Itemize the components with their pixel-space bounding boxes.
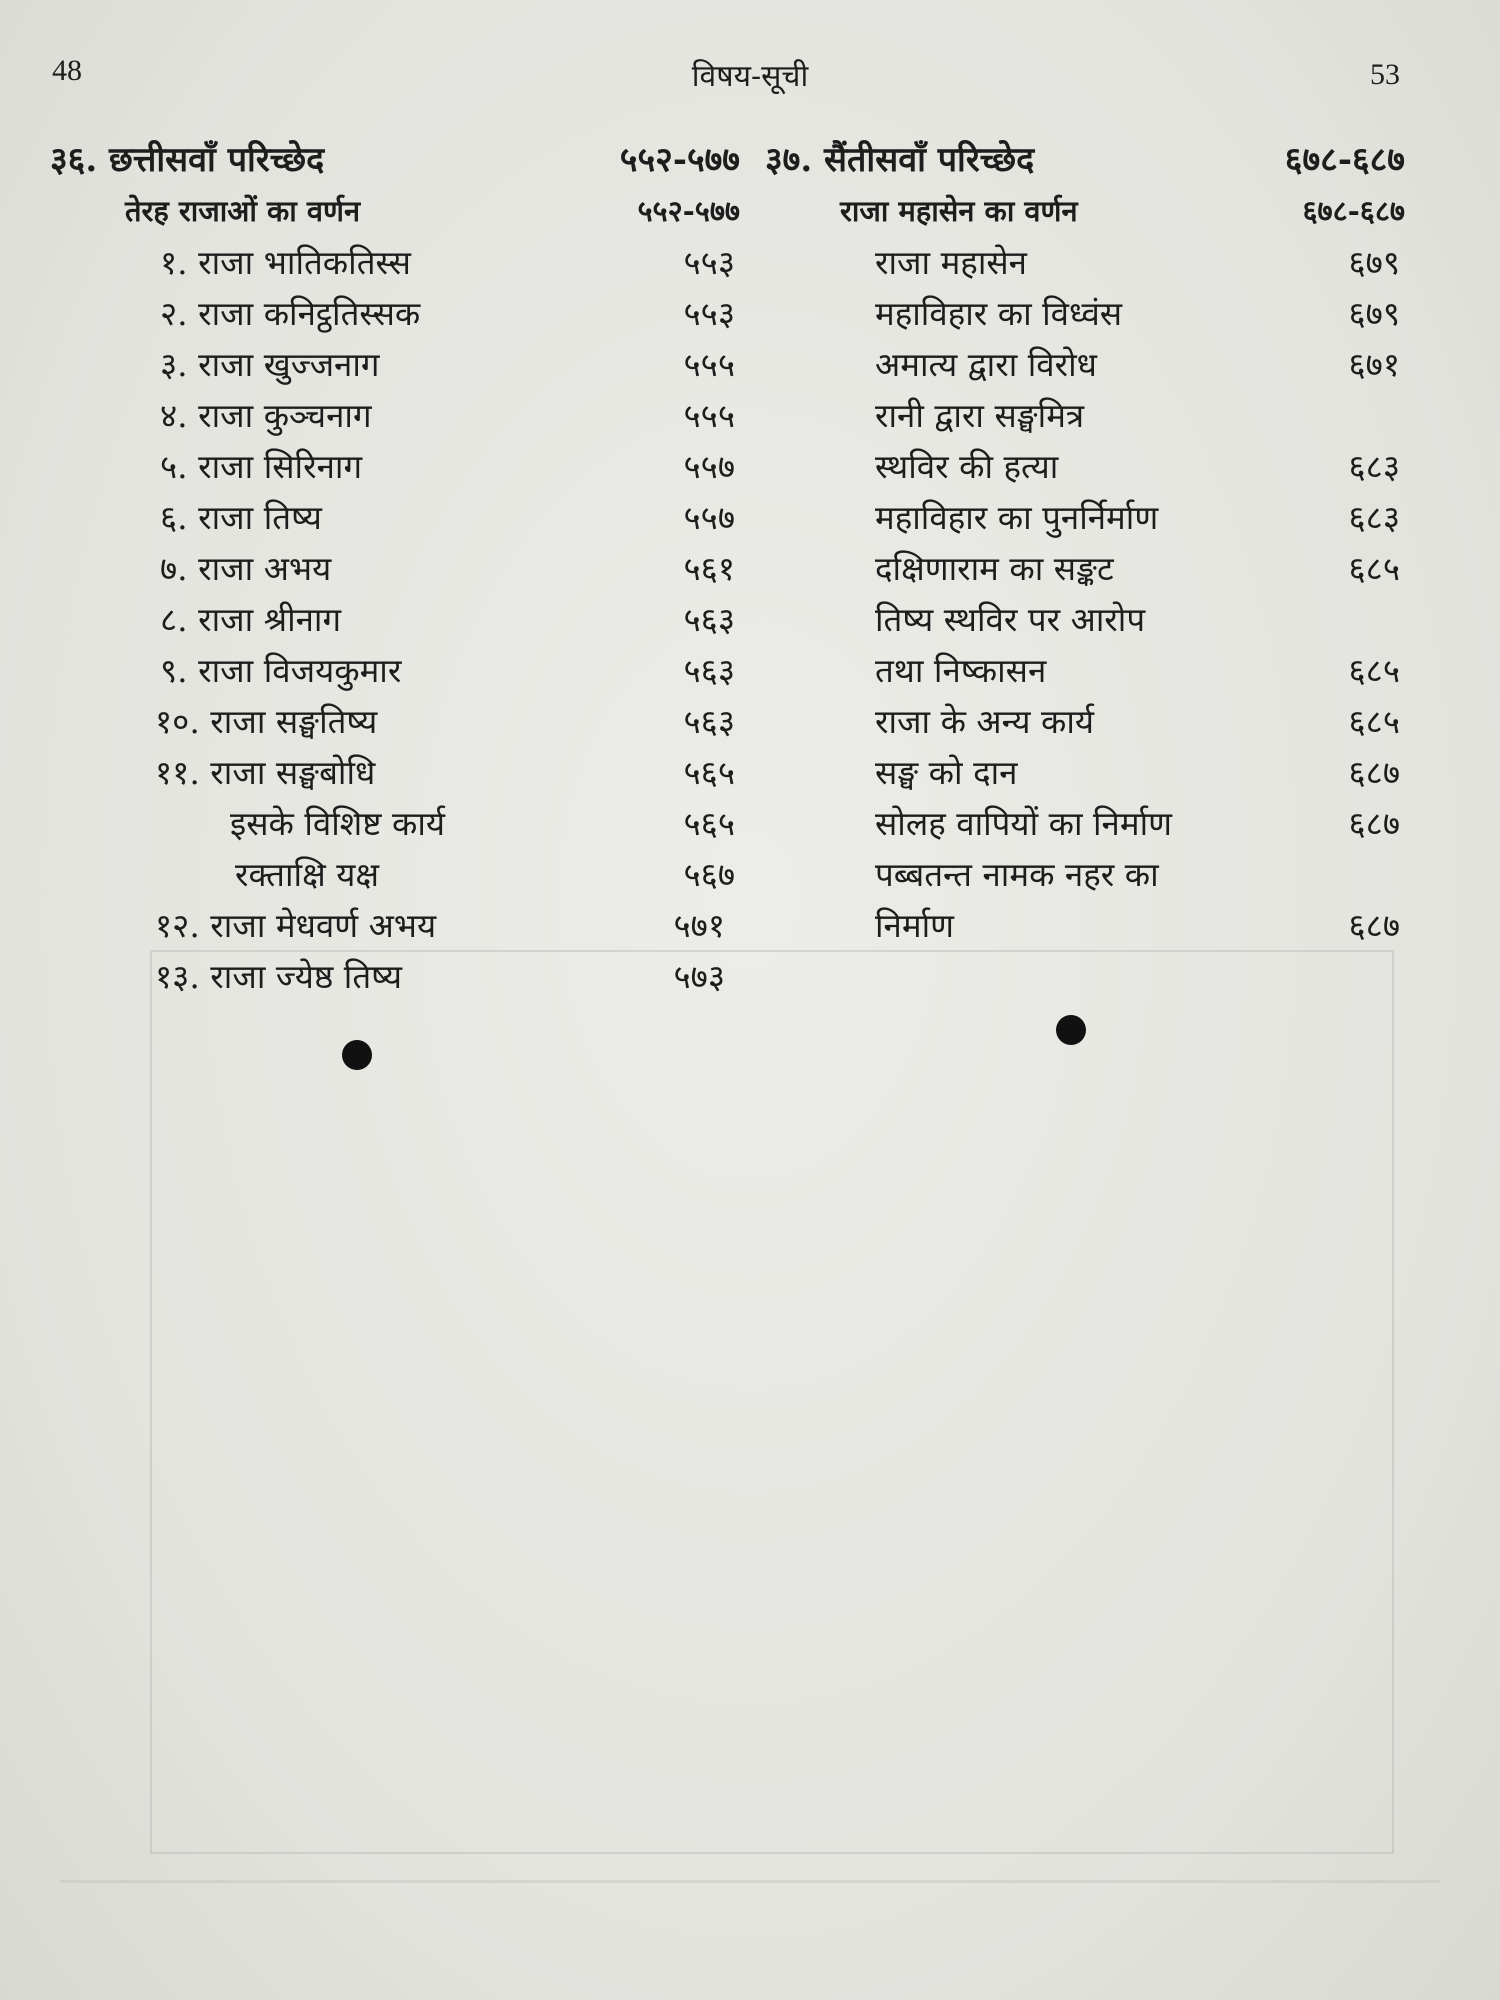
entry-label: सङ्घ को दान	[875, 753, 1018, 792]
chapter-pages: ६७८-६८७	[1284, 140, 1405, 180]
toc-entry	[50, 390, 735, 441]
chapter-pages: ५५२-५७७	[619, 140, 740, 180]
toc-entry	[765, 645, 1405, 696]
section-pages: ५५२-५७७	[637, 194, 740, 228]
entry-label: दक्षिणाराम का सङ्कट	[875, 549, 1114, 588]
left-column	[50, 135, 740, 1002]
show-through-rule	[60, 1880, 1440, 1943]
entry-label: राजा महासेन	[875, 243, 1027, 282]
toc-entry	[765, 390, 1405, 441]
toc-entry	[765, 900, 1405, 951]
toc-entry	[50, 900, 725, 951]
entry-page: ५५७	[683, 447, 735, 486]
toc-entry	[50, 441, 735, 492]
toc-entry	[765, 849, 1405, 900]
entry-label: रानी द्वारा सङ्घमित्र	[875, 396, 1085, 435]
entry-page: ५६३	[683, 702, 735, 741]
toc-entry	[765, 798, 1405, 849]
entry-label: तिष्य स्थविर पर आरोप	[875, 600, 1146, 639]
entry-page: ५६१	[683, 549, 735, 588]
entry-label: ५. राजा सिरिनाग	[160, 447, 363, 486]
section-heading	[50, 186, 740, 237]
toc-entry	[50, 492, 735, 543]
section-label: राजा महासेन का वर्णन	[840, 194, 1078, 228]
toc-entry	[50, 798, 735, 849]
entry-page: ६८५	[1348, 549, 1400, 588]
toc-entry	[50, 237, 735, 288]
toc-entry	[50, 951, 725, 1002]
entry-page: ६७१	[1348, 345, 1400, 384]
section-pages: ६७८-६८७	[1302, 194, 1405, 228]
entry-label: महाविहार का विध्वंस	[875, 294, 1123, 333]
entry-label: निर्माण	[875, 906, 955, 945]
entry-page: ५५३	[683, 294, 735, 333]
entry-page: ५६५	[683, 804, 735, 843]
chapter-heading	[765, 135, 1405, 186]
toc-entry	[765, 594, 1405, 645]
section-heading	[765, 186, 1405, 237]
entry-page: ६८५	[1348, 651, 1400, 690]
toc-entry	[765, 543, 1405, 594]
right-column	[765, 135, 1405, 951]
toc-entry	[50, 543, 735, 594]
entry-label: स्थविर की हत्या	[875, 447, 1059, 486]
end-bullet-right	[1056, 1015, 1086, 1045]
page-header	[0, 50, 1500, 100]
entry-label: राजा के अन्य कार्य	[875, 702, 1095, 741]
entry-page: ६७९	[1348, 294, 1400, 333]
entry-label: ११. राजा सङ्घबोधि	[155, 753, 376, 792]
page-title: विषय-सूची	[691, 59, 809, 94]
entry-page: ५६५	[683, 753, 735, 792]
entry-label: इसके विशिष्ट कार्य	[230, 804, 446, 843]
entry-label: १०. राजा सङ्घतिष्य	[155, 702, 378, 741]
entry-label: ८. राजा श्रीनाग	[160, 600, 342, 639]
entry-label: ६. राजा तिष्य	[160, 498, 322, 537]
toc-entry	[765, 237, 1405, 288]
entry-page: ५७३	[673, 957, 725, 996]
entry-label: रक्ताक्षि यक्ष	[235, 855, 380, 894]
toc-entry	[765, 747, 1405, 798]
entry-label: २. राजा कनिट्ठतिस्सक	[160, 294, 421, 333]
entry-page: ६८३	[1348, 498, 1400, 537]
entry-label: पब्बतन्त नामक नहर का	[875, 855, 1159, 894]
entry-label: ४. राजा कुञ्चनाग	[160, 396, 372, 435]
entry-page: ५६३	[683, 651, 735, 690]
entry-label: तथा निष्कासन	[875, 651, 1047, 690]
entry-page: ६८७	[1348, 906, 1400, 945]
toc-entry	[50, 645, 735, 696]
toc-entry	[50, 288, 735, 339]
entry-page: ५५५	[683, 345, 735, 384]
toc-entry	[765, 492, 1405, 543]
entry-label: १२. राजा मेधवर्ण अभय	[155, 906, 437, 945]
entry-page: ६८७	[1348, 753, 1400, 792]
entry-page: ५६३	[683, 600, 735, 639]
chapter-heading	[50, 135, 740, 186]
entry-page: ५६७	[683, 855, 735, 894]
entry-page: ६७९	[1348, 243, 1400, 282]
entry-label: महाविहार का पुनर्निर्माण	[875, 498, 1159, 537]
entry-page: ६८३	[1348, 447, 1400, 486]
chapter-label: ३६. छत्तीसवाँ परिच्छेद	[50, 140, 325, 180]
toc-entry	[765, 441, 1405, 492]
toc-entry	[50, 849, 735, 900]
entry-label: १. राजा भातिकतिस्स	[160, 243, 411, 282]
show-through-frame	[150, 950, 1394, 1854]
entry-label: ७. राजा अभय	[160, 549, 332, 588]
toc-entry	[50, 339, 735, 390]
entry-label: अमात्य द्वारा विरोध	[875, 345, 1097, 384]
section-label: तेरह राजाओं का वर्णन	[125, 194, 361, 228]
toc-entry	[50, 594, 735, 645]
entry-page: ५५३	[683, 243, 735, 282]
entry-page: ६८७	[1348, 804, 1400, 843]
left-page-number: 48	[52, 54, 82, 87]
toc-entry	[765, 288, 1405, 339]
toc-entry	[765, 696, 1405, 747]
toc-entry	[50, 696, 735, 747]
entry-page: ६८५	[1348, 702, 1400, 741]
entry-page: ५५७	[683, 498, 735, 537]
right-page-number: 53	[1370, 58, 1400, 91]
entry-page: ५५५	[683, 396, 735, 435]
entry-page: ५७१	[673, 906, 725, 945]
end-bullet-left	[342, 1040, 372, 1070]
entry-label: १३. राजा ज्येष्ठ तिष्य	[155, 957, 403, 996]
chapter-label: ३७. सैंतीसवाँ परिच्छेद	[765, 140, 1035, 180]
toc-entry	[765, 339, 1405, 390]
entry-label: ३. राजा खुज्जनाग	[160, 345, 380, 384]
entry-label: सोलह वापियों का निर्माण	[875, 804, 1172, 843]
entry-label: ९. राजा विजयकुमार	[160, 651, 402, 690]
toc-entry	[50, 747, 735, 798]
